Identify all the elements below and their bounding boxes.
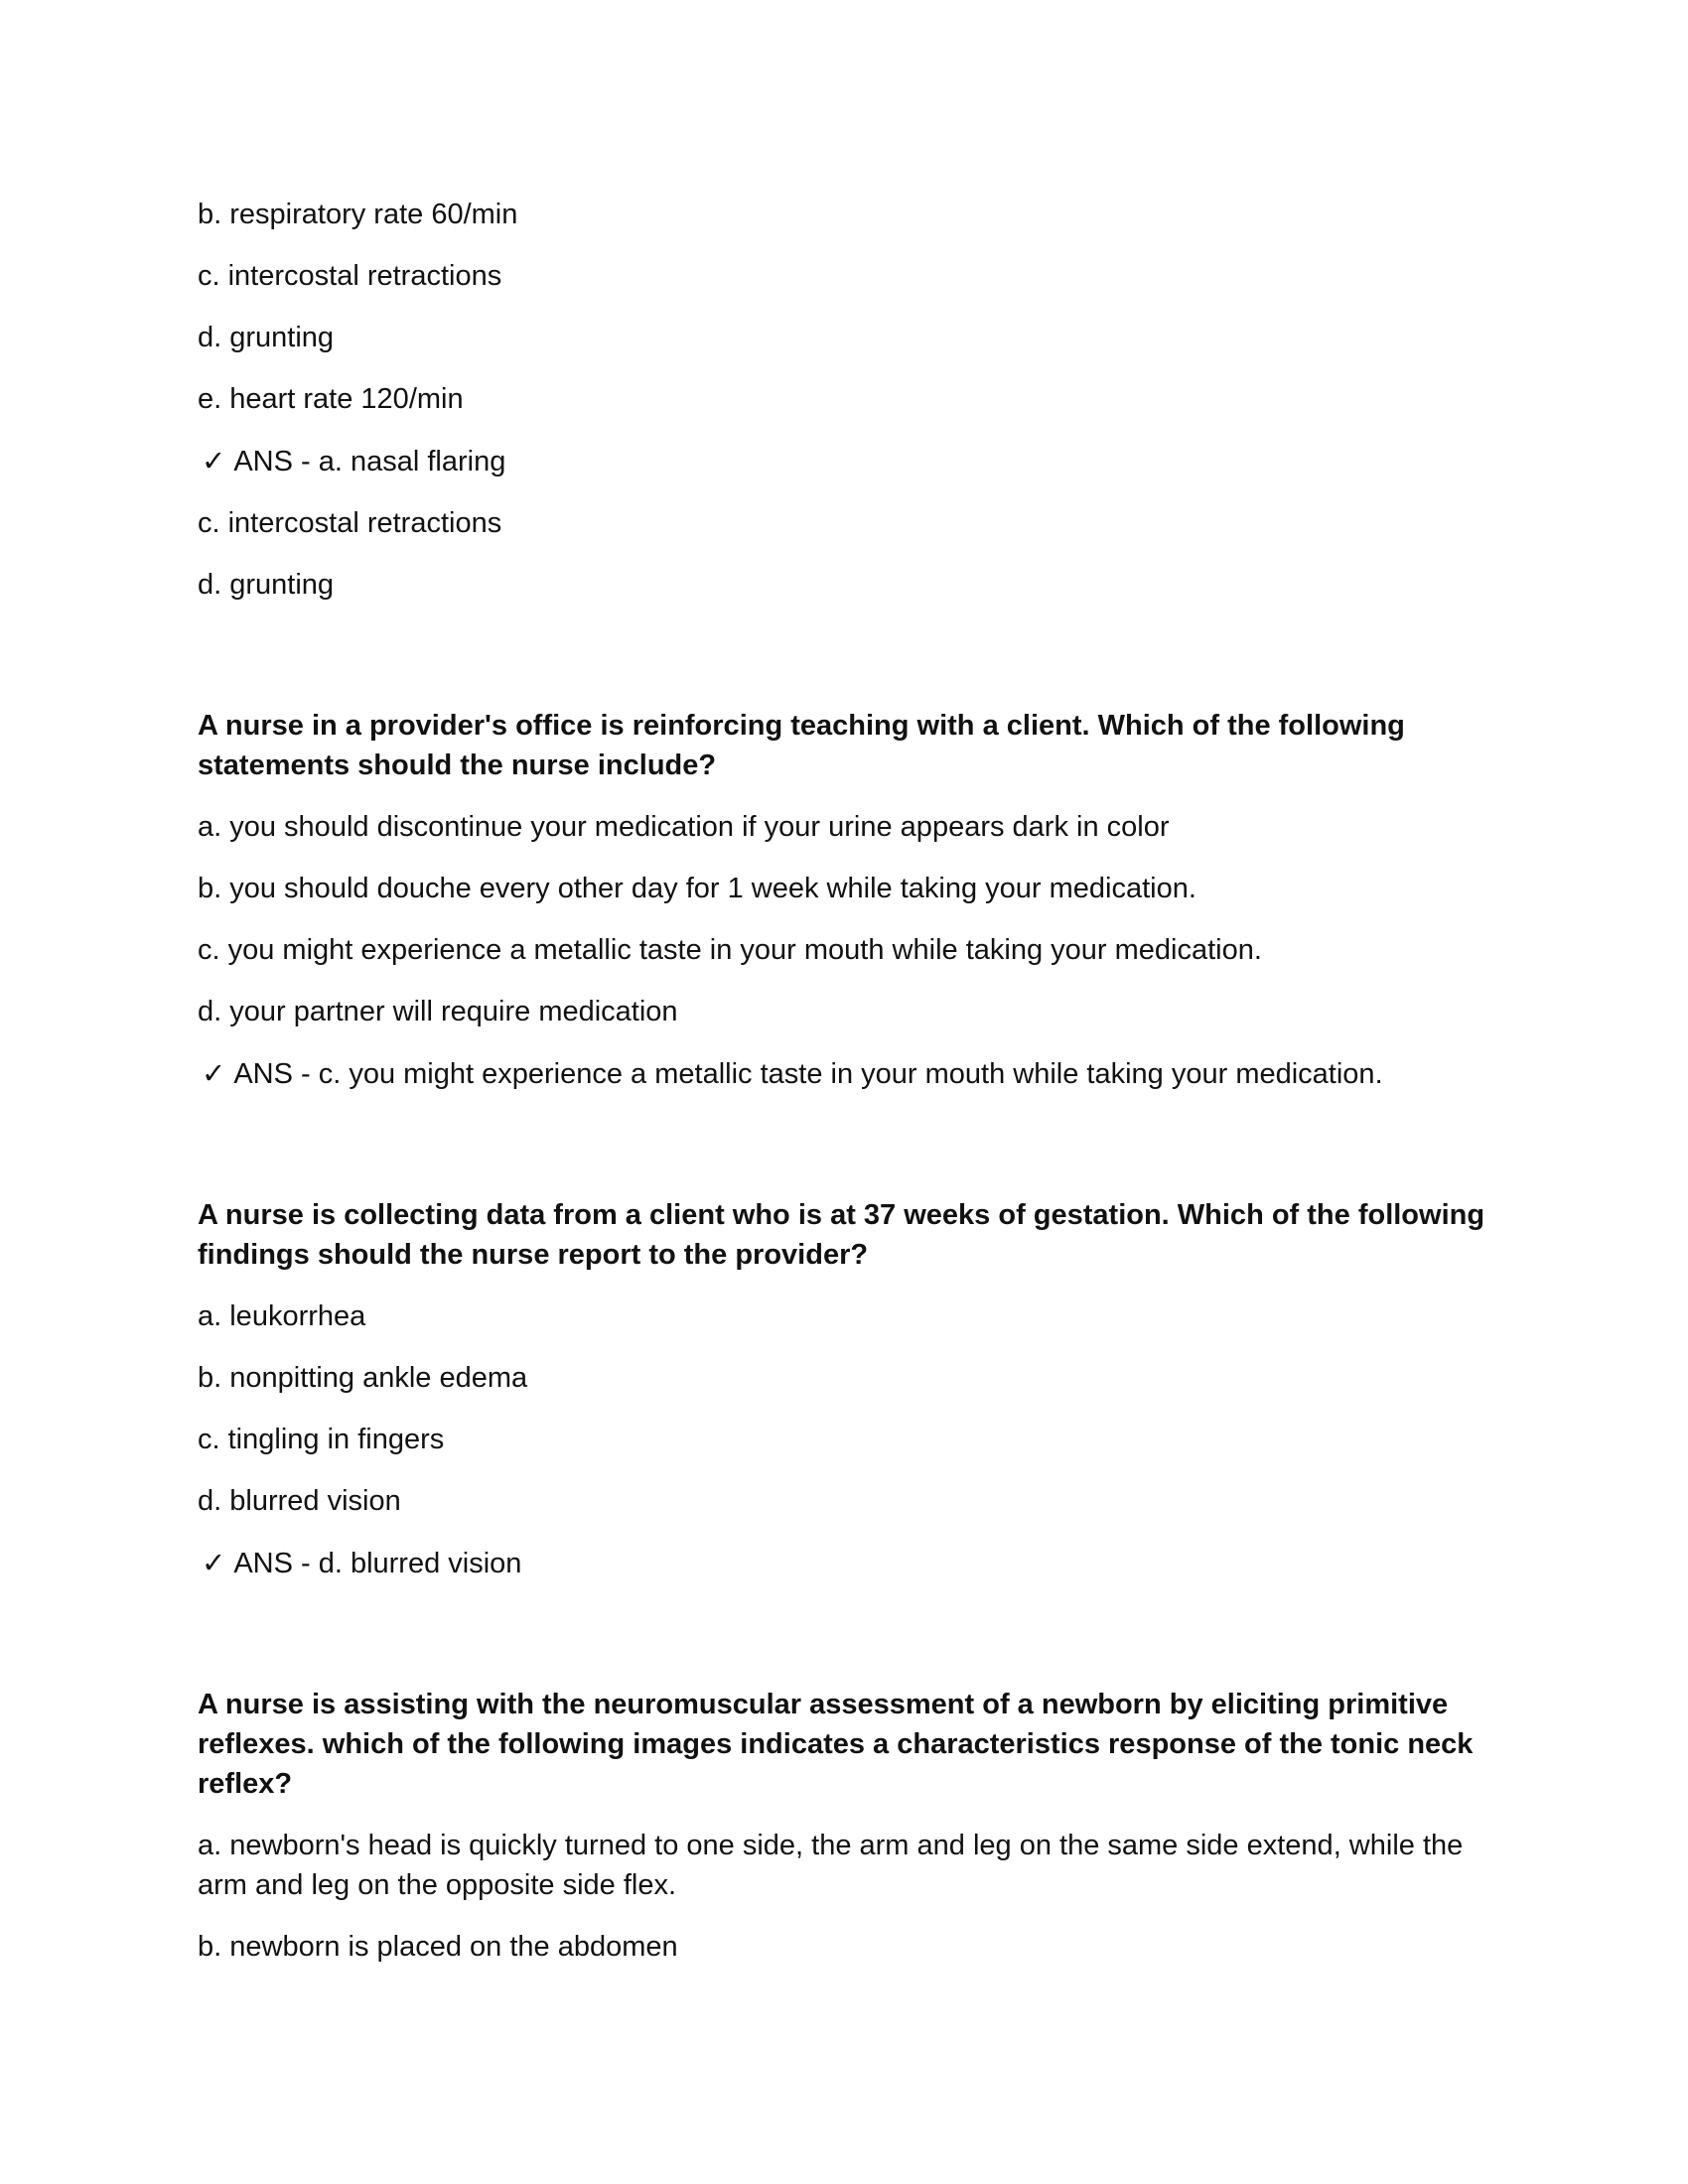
question-text: A nurse in a provider's office is reinforcing teaching with a client. Which of the following statements should the nurse include? bbox=[198, 710, 1405, 781]
option-c: c. tingling in fingers bbox=[198, 1424, 445, 1455]
option-a: a. leukorrhea bbox=[198, 1300, 366, 1332]
option-c: c. intercostal retractions bbox=[198, 260, 502, 292]
spacer bbox=[198, 1605, 1508, 1685]
checkmark-icon: ✓ bbox=[202, 1056, 226, 1090]
answer-text: ANS - d. blurred vision bbox=[233, 1548, 522, 1579]
option-d: d. your partner will require medication bbox=[198, 996, 678, 1027]
answer-text: ANS - c. you might experience a metallic taste in your mouth while taking your medication. bbox=[233, 1058, 1383, 1090]
spacer bbox=[198, 626, 1508, 706]
option-a: a. you should discontinue your medication if your urine appears dark in color bbox=[198, 811, 1170, 843]
answer-extra-c: c. intercostal retractions bbox=[198, 507, 502, 539]
option-b: b. newborn is placed on the abdomen bbox=[198, 1931, 678, 1963]
question-text: A nurse is assisting with the neuromuscular assessment of a newborn by eliciting primitive reflexes. which of the following images indicates a characteristics response of the tonic neck reflex? bbox=[198, 1689, 1474, 1800]
option-c: c. you might experience a metallic taste in your mouth while taking your medication. bbox=[198, 934, 1262, 966]
checkmark-icon: ✓ bbox=[202, 1546, 226, 1579]
answer-line bbox=[198, 1053, 1508, 1094]
checkmark-icon: ✓ bbox=[202, 444, 226, 478]
answer-line bbox=[198, 441, 1508, 481]
question-block-3 bbox=[198, 1685, 1508, 1967]
spacer bbox=[198, 1116, 1508, 1195]
option-b: b. respiratory rate 60/min bbox=[198, 199, 518, 230]
document-content bbox=[198, 195, 1508, 1988]
question-block-1 bbox=[198, 706, 1508, 1094]
option-b: b. you should douche every other day for 1 week while taking your medication. bbox=[198, 873, 1196, 904]
option-a: a. newborn's head is quickly turned to one side, the arm and leg on the same side extend, while the arm and leg on the opposite side flex. bbox=[198, 1830, 1464, 1901]
question-text: A nurse is collecting data from a client who is at 37 weeks of gestation. Which of the following findings should the nurse report to the provider? bbox=[198, 1199, 1485, 1271]
answer-extra-d: d. grunting bbox=[198, 569, 335, 601]
question-block-2 bbox=[198, 1195, 1508, 1583]
option-d: d. grunting bbox=[198, 322, 335, 353]
answer-text: ANS - a. nasal flaring bbox=[233, 446, 506, 478]
option-e: e. heart rate 120/min bbox=[198, 383, 464, 415]
question-block-continued bbox=[198, 195, 1508, 605]
option-b: b. nonpitting ankle edema bbox=[198, 1362, 528, 1394]
option-d: d. blurred vision bbox=[198, 1485, 401, 1517]
answer-line bbox=[198, 1543, 1508, 1583]
